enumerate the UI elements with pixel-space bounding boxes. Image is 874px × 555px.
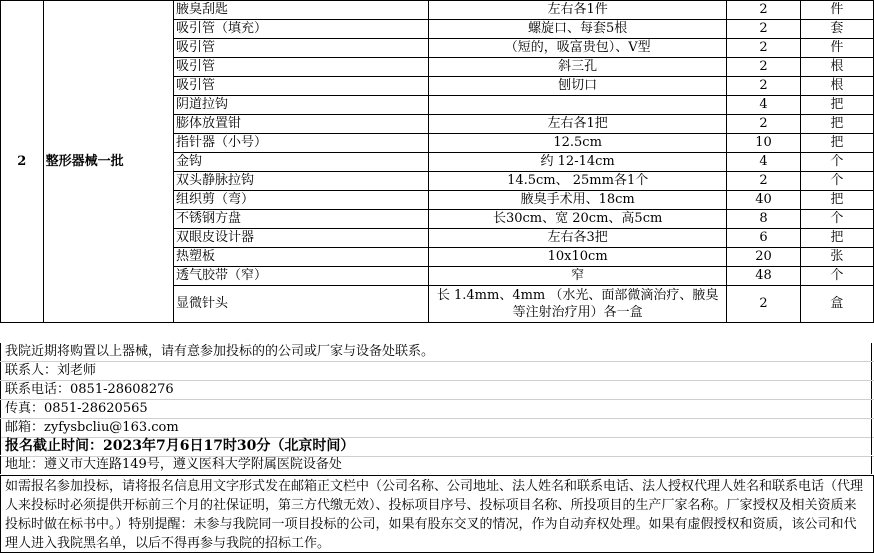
item-qty-cell[interactable]: 40 xyxy=(727,191,800,210)
item-unit-cell[interactable]: 盒 xyxy=(800,286,873,323)
item-unit-cell[interactable]: 张 xyxy=(800,248,873,267)
item-qty-cell[interactable]: 2 xyxy=(727,77,800,96)
item-name-cell[interactable]: 不锈钢方盘 xyxy=(174,210,429,229)
contact-person[interactable]: 联系人：刘老师 xyxy=(0,362,872,380)
item-unit-cell[interactable]: 把 xyxy=(800,191,873,210)
item-name-cell[interactable]: 膨体放置钳 xyxy=(174,115,429,134)
item-qty-cell[interactable]: 2 xyxy=(727,115,800,134)
item-unit-cell[interactable]: 个 xyxy=(800,172,873,191)
table-row xyxy=(1,1,874,20)
instructions-paragraph[interactable]: 如需报名参加投标，请将报名信息用文字形式发在邮箱正文栏中（公司名称、公司地址、法人姓名和联系电话、法人授权代理人姓名和联系电话（代理人来投标时必须提供开标前三个月的社保证明，第三方代缴无效）、投标项目序号、投标项目名称、所投项目的生产厂家名称。厂家授权及相关资质来投标时做在标书中。）特别提醒：未参与我院同一项目投标的公司，如果有股东交叉的情况，作为自动弃权处理。如果有虚假授权和资质，该公司和代理人进入我院黑名单，以后不得再参与我院的招标工作。 xyxy=(0,475,874,553)
intro-note[interactable]: 我院近期将购置以上器械，请有意参加投标的的公司或厂家与设备处联系。 xyxy=(0,343,872,361)
item-qty-cell[interactable]: 2 xyxy=(727,58,800,77)
item-spec-cell[interactable]: 斜三孔 xyxy=(428,58,726,77)
item-qty-cell[interactable]: 6 xyxy=(727,229,800,248)
item-qty-cell[interactable]: 4 xyxy=(727,153,800,172)
item-name-cell[interactable]: 热塑板 xyxy=(174,248,429,267)
item-unit-cell[interactable]: 件 xyxy=(800,1,873,20)
item-qty-cell[interactable]: 2 xyxy=(727,20,800,39)
item-qty-cell[interactable]: 2 xyxy=(727,39,800,58)
address-note[interactable]: 地址：遵义市大连路149号，遵义医科大学附属医院设备处 xyxy=(0,456,872,474)
item-unit-cell[interactable]: 把 xyxy=(800,229,873,248)
item-name-cell[interactable]: 吸引管（填充） xyxy=(174,20,429,39)
item-unit-cell[interactable]: 把 xyxy=(800,134,873,153)
item-spec-cell[interactable]: 左右各1把 xyxy=(428,115,726,134)
item-qty-cell[interactable]: 10 xyxy=(727,134,800,153)
item-qty-cell[interactable]: 8 xyxy=(727,210,800,229)
fax-number[interactable]: 传真：0851-28620565 xyxy=(0,400,872,418)
item-spec-cell[interactable]: （短的，吸富贵包）、V型 xyxy=(428,39,726,58)
item-unit-cell[interactable]: 根 xyxy=(800,77,873,96)
item-unit-cell[interactable]: 个 xyxy=(800,210,873,229)
item-spec-cell[interactable]: 窄 xyxy=(428,267,726,286)
item-unit-cell[interactable]: 根 xyxy=(800,58,873,77)
item-spec-cell[interactable]: 螺旋口、每套5根 xyxy=(428,20,726,39)
group-name-cell[interactable]: 整形器械一批 xyxy=(43,1,173,323)
item-spec-cell[interactable]: 14.5cm、 25mm各1个 xyxy=(428,172,726,191)
item-name-cell[interactable]: 吸引管 xyxy=(174,58,429,77)
item-name-cell[interactable]: 指针器（小号） xyxy=(174,134,429,153)
item-unit-cell[interactable]: 把 xyxy=(800,115,873,134)
item-spec-cell[interactable]: 左右各3把 xyxy=(428,229,726,248)
equipment-table-body xyxy=(1,1,874,323)
item-name-cell[interactable]: 显微针头 xyxy=(174,286,429,323)
item-name-cell[interactable]: 透气胶带（窄） xyxy=(174,267,429,286)
item-name-cell[interactable]: 双头静脉拉钩 xyxy=(174,172,429,191)
item-spec-cell[interactable]: 12.5cm xyxy=(428,134,726,153)
item-spec-cell[interactable]: 长30cm、宽 20cm、高5cm xyxy=(428,210,726,229)
item-name-cell[interactable]: 阴道拉钩 xyxy=(174,96,429,115)
item-spec-cell[interactable]: 10x10cm xyxy=(428,248,726,267)
item-qty-cell[interactable]: 20 xyxy=(727,248,800,267)
email-address[interactable]: 邮箱：zyfysbcliu@163.com xyxy=(0,419,872,437)
item-unit-cell[interactable]: 个 xyxy=(800,267,873,286)
item-unit-cell[interactable]: 件 xyxy=(800,39,873,58)
item-qty-cell[interactable]: 4 xyxy=(727,96,800,115)
group-number-cell[interactable]: 2 xyxy=(1,1,44,323)
item-qty-cell[interactable]: 2 xyxy=(727,172,800,191)
item-name-cell[interactable]: 双眼皮设计器 xyxy=(174,229,429,248)
item-name-cell[interactable]: 吸引管 xyxy=(174,77,429,96)
item-qty-cell[interactable]: 2 xyxy=(727,286,800,323)
item-spec-cell[interactable]: 长 1.4mm、4mm （水光、面部微滴治疗、腋臭等注射治疗用）各一盒 xyxy=(428,286,726,323)
item-qty-cell[interactable]: 48 xyxy=(727,267,800,286)
item-spec-cell[interactable]: 约 12-14cm xyxy=(428,153,726,172)
item-spec-cell[interactable]: 腋臭手术用、18cm xyxy=(428,191,726,210)
item-spec-cell[interactable]: 左右各1件 xyxy=(428,1,726,20)
item-spec-cell[interactable] xyxy=(428,96,726,115)
contact-phone[interactable]: 联系电话：0851-28608276 xyxy=(0,381,872,399)
item-unit-cell[interactable]: 把 xyxy=(800,96,873,115)
item-spec-cell[interactable]: 刨切口 xyxy=(428,77,726,96)
item-unit-cell[interactable]: 个 xyxy=(800,153,873,172)
item-name-cell[interactable]: 组织剪（弯） xyxy=(174,191,429,210)
item-qty-cell[interactable]: 2 xyxy=(727,1,800,20)
item-name-cell[interactable]: 腋臭刮匙 xyxy=(174,1,429,20)
item-unit-cell[interactable]: 套 xyxy=(800,20,873,39)
item-name-cell[interactable]: 吸引管 xyxy=(174,39,429,58)
deadline-note[interactable]: 报名截止时间：2023年7月6日17时30分（北京时间） xyxy=(0,437,872,455)
item-name-cell[interactable]: 金钩 xyxy=(174,153,429,172)
